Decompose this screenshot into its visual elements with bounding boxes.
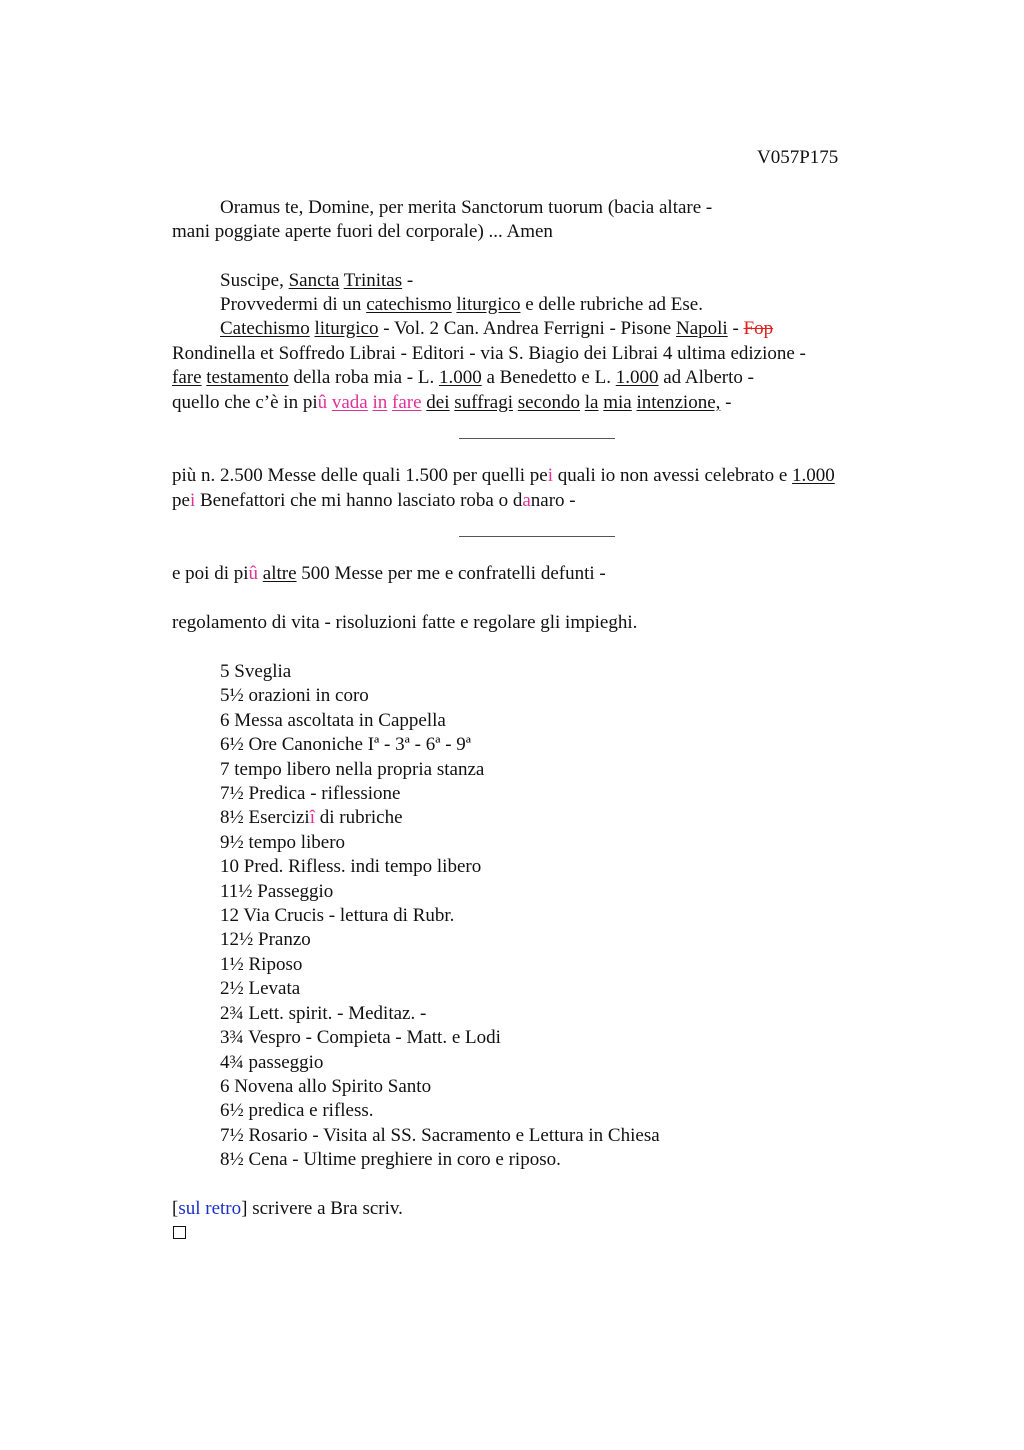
- schedule-item: 7½ Predica - riflessione: [220, 783, 401, 805]
- inserted-word: fare: [392, 392, 422, 413]
- dash: -: [725, 392, 732, 413]
- deleted-text: Fop: [743, 318, 774, 339]
- underlined-word: catechismo: [366, 294, 452, 315]
- schedule-item: 6½ predica e rifless.: [220, 1100, 374, 1122]
- document-id: V057P175: [757, 147, 839, 168]
- text-span: scrivere a Bra scriv.: [252, 1198, 403, 1219]
- messe-line-2: [172, 489, 576, 513]
- suscipe-word: Suscipe,: [220, 270, 284, 291]
- underlined-word: la: [584, 392, 599, 413]
- inserted-letter: a: [522, 490, 531, 511]
- text-span: - Vol. 2 Can. Andrea Ferrigni - Pisone: [383, 318, 672, 339]
- schedule-item: 6 Messa ascoltata in Cappella: [220, 709, 446, 731]
- provvedermi-line: [220, 293, 703, 317]
- text-span: 500 Messe per me e confratelli defunti -: [301, 563, 606, 584]
- underlined-word: testamento: [206, 367, 289, 388]
- oramus-line-2: mani poggiate aperte fuori del corporale) ... Amen: [172, 221, 553, 242]
- text-span: quali io non avessi celebrato e: [557, 465, 788, 486]
- testamento-line: [172, 366, 754, 390]
- schedule-item: 5½ orazioni in coro: [220, 685, 369, 707]
- bracket: [: [172, 1198, 179, 1219]
- schedule-item: 6 Novena allo Spirito Santo: [220, 1075, 432, 1097]
- underlined-word: Sancta: [288, 270, 340, 291]
- messe-line-1: [172, 464, 835, 488]
- inserted-letter: û: [248, 563, 259, 584]
- text-span: ad Alberto -: [663, 367, 754, 388]
- underlined-word: secondo: [517, 392, 581, 413]
- underlined-word: liturgico: [456, 294, 521, 315]
- oramus-line-1: Oramus te, Domine, per merita Sanctorum tuorum (bacia altare -: [220, 197, 713, 218]
- schedule-item: 1½ Riposo: [220, 953, 303, 975]
- text-span: 8½ Esercizi: [220, 807, 310, 829]
- quello-line: [172, 391, 731, 415]
- inserted-letter: i: [547, 465, 553, 486]
- catechismo-line: [220, 317, 773, 341]
- text-span: e poi di pi: [172, 563, 249, 584]
- bracket: ]: [241, 1198, 248, 1219]
- suscipe-line: [220, 269, 413, 293]
- underlined-word: liturgico: [314, 318, 379, 339]
- text-span: di rubriche: [319, 807, 403, 829]
- text-span: a Benedetto e L.: [486, 367, 611, 388]
- inserted-letter: î: [309, 807, 315, 829]
- schedule-item: 11½ Passeggio: [220, 880, 334, 902]
- text-span: della roba mia - L.: [293, 367, 435, 388]
- separator-line: [459, 438, 615, 439]
- text-span: e delle rubriche ad Ese.: [525, 294, 703, 315]
- inserted-letter: û: [317, 392, 328, 413]
- underlined-word: dei: [426, 392, 450, 413]
- underlined-word: fare: [172, 367, 202, 388]
- schedule-item: 2¾ Lett. spirit. - Meditaz. -: [220, 1002, 427, 1024]
- text-span: più n. 2.500 Messe delle quali 1.500 per quelli pe: [172, 465, 548, 486]
- underlined-amount: 1.000: [792, 465, 835, 486]
- underlined-word: Napoli: [675, 318, 728, 339]
- schedule-item: 8½ Cena - Ultime preghiere in coro e riposo.: [220, 1149, 561, 1171]
- schedule-item: [220, 806, 660, 830]
- rondinella-line: Rondinella et Soffredo Librai - Editori - via S. Biagio dei Librai 4 ultima edizione -: [172, 343, 806, 364]
- schedule-item: 9½ tempo libero: [220, 831, 346, 853]
- underlined-word: suffragi: [454, 392, 514, 413]
- inserted-letter: i: [189, 490, 196, 511]
- schedule-item: 10 Pred. Rifless. indi tempo libero: [220, 856, 482, 878]
- underlined-word: intenzione,: [636, 392, 721, 413]
- schedule-item: 6½ Ore Canoniche Iª - 3ª - 6ª - 9ª: [220, 734, 472, 756]
- inserted-word: in: [372, 392, 388, 413]
- daily-schedule: [220, 660, 660, 1173]
- dash: -: [406, 270, 414, 291]
- underlined-amount: 1.000: [615, 367, 659, 388]
- separator-line: [459, 536, 615, 537]
- text-span: Provvedermi di un: [220, 294, 362, 315]
- schedule-item: 2½ Levata: [220, 978, 301, 1000]
- schedule-item: 4¾ passeggio: [220, 1051, 324, 1073]
- checkbox-square: [173, 1226, 186, 1239]
- inserted-word: vada: [331, 392, 368, 413]
- text-span: Benefattori che mi hanno lasciato roba o d: [199, 490, 523, 511]
- text-span: quello che c’è in pi: [172, 392, 318, 413]
- altre-line: [172, 562, 606, 586]
- schedule-item: 12 Via Crucis - lettura di Rubr.: [220, 905, 455, 927]
- underlined-word: Trinitas: [343, 270, 403, 291]
- underlined-amount: 1.000: [438, 367, 482, 388]
- text-span: naro -: [530, 490, 576, 511]
- underlined-word: mia: [603, 392, 632, 413]
- schedule-item: 7½ Rosario - Visita al SS. Sacramento e Lettura in Chiesa: [220, 1124, 660, 1146]
- underlined-word: altre: [262, 563, 297, 584]
- schedule-item: 5 Sveglia: [220, 661, 292, 682]
- schedule-item: 7 tempo libero nella propria stanza: [220, 758, 485, 780]
- schedule-item: 12½ Pranzo: [220, 929, 311, 951]
- retro-line: [172, 1197, 403, 1221]
- editorial-note: sul retro: [178, 1198, 242, 1219]
- text-span: pe: [172, 490, 190, 511]
- regolamento-line: regolamento di vita - risoluzioni fatte e regolare gli impieghi.: [172, 612, 638, 633]
- underlined-word: Catechismo: [220, 318, 310, 339]
- dash: -: [732, 318, 739, 339]
- schedule-item: 3¾ Vespro - Compieta - Matt. e Lodi: [220, 1027, 501, 1049]
